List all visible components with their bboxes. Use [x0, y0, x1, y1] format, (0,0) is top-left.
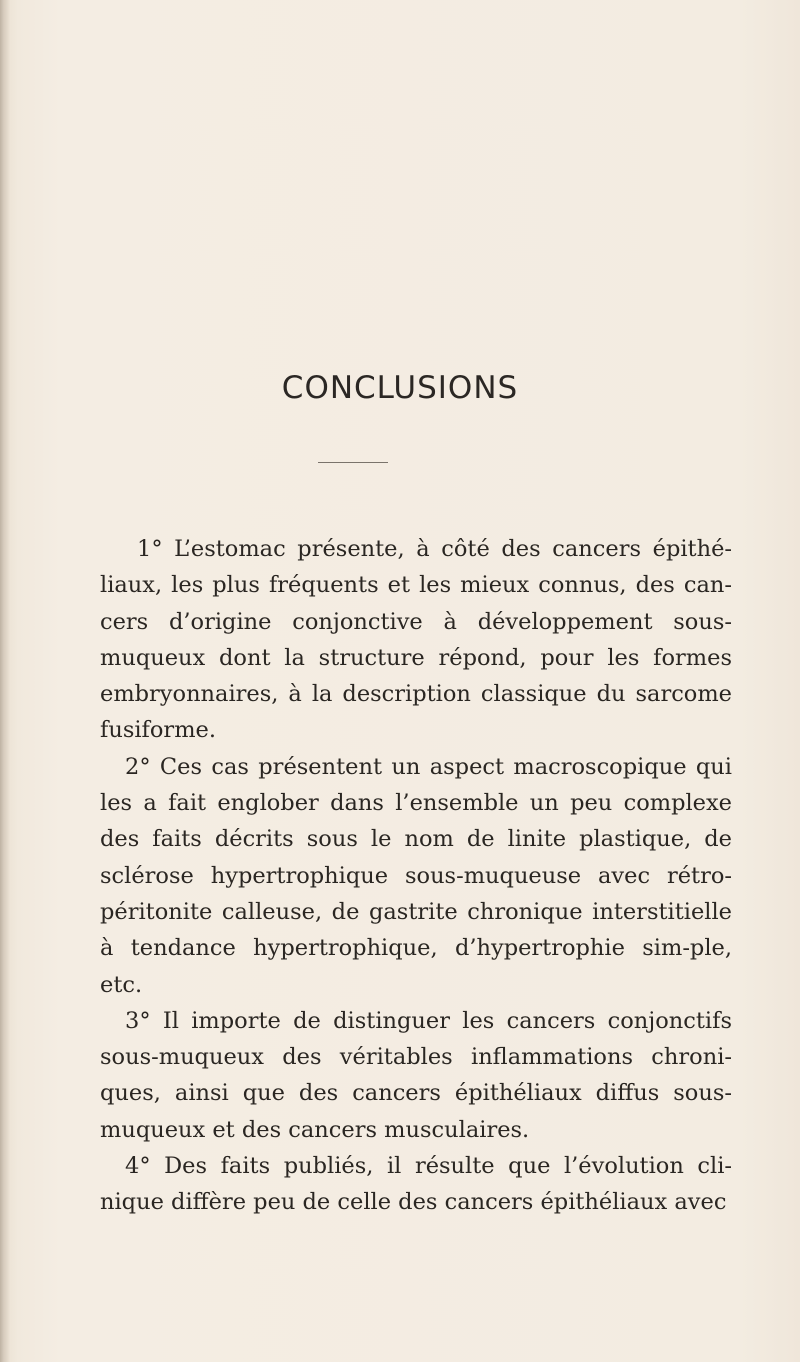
paragraph-3: 3° Il importe de distinguer les cancers conjonctifs sous-muqueux des véritables inflammations chroni-ques, ainsi que des cancers épithéliaux diffus sous-muqueux et des cancers musculaires. [100, 1007, 732, 1143]
paragraph-1: 1° L’estomac présente, à côté des cancers épithé-liaux, les plus fréquents et les mieux connus, des can-cers d’origine conjonctive à développement sous-muqueux dont la structure répond, pour les formes embryonnaires, à la description classique du sarcome fusiforme. [100, 536, 732, 744]
page-title: CONCLUSIONS [281, 370, 519, 406]
page-binding-edge [0, 0, 10, 1362]
body-text [100, 531, 732, 1221]
title-divider [318, 462, 388, 463]
paragraph-2: 2° Ces cas présentent un aspect macroscopique qui les a fait englober dans l’ensemble un peu complexe des faits décrits sous le nom de linite plastique, de sclérose hypertrophique sous-muqueuse avec rétro-péritonite calleuse, de gastrite chronique interstitielle à tendance hypertrophique, d’hypertrophie sim-ple, etc. [100, 753, 732, 998]
paragraph-4: 4° Des faits publiés, il résulte que l’évolution cli-nique diffère peu de celle des cancers épithéliaux avec [100, 1153, 732, 1216]
